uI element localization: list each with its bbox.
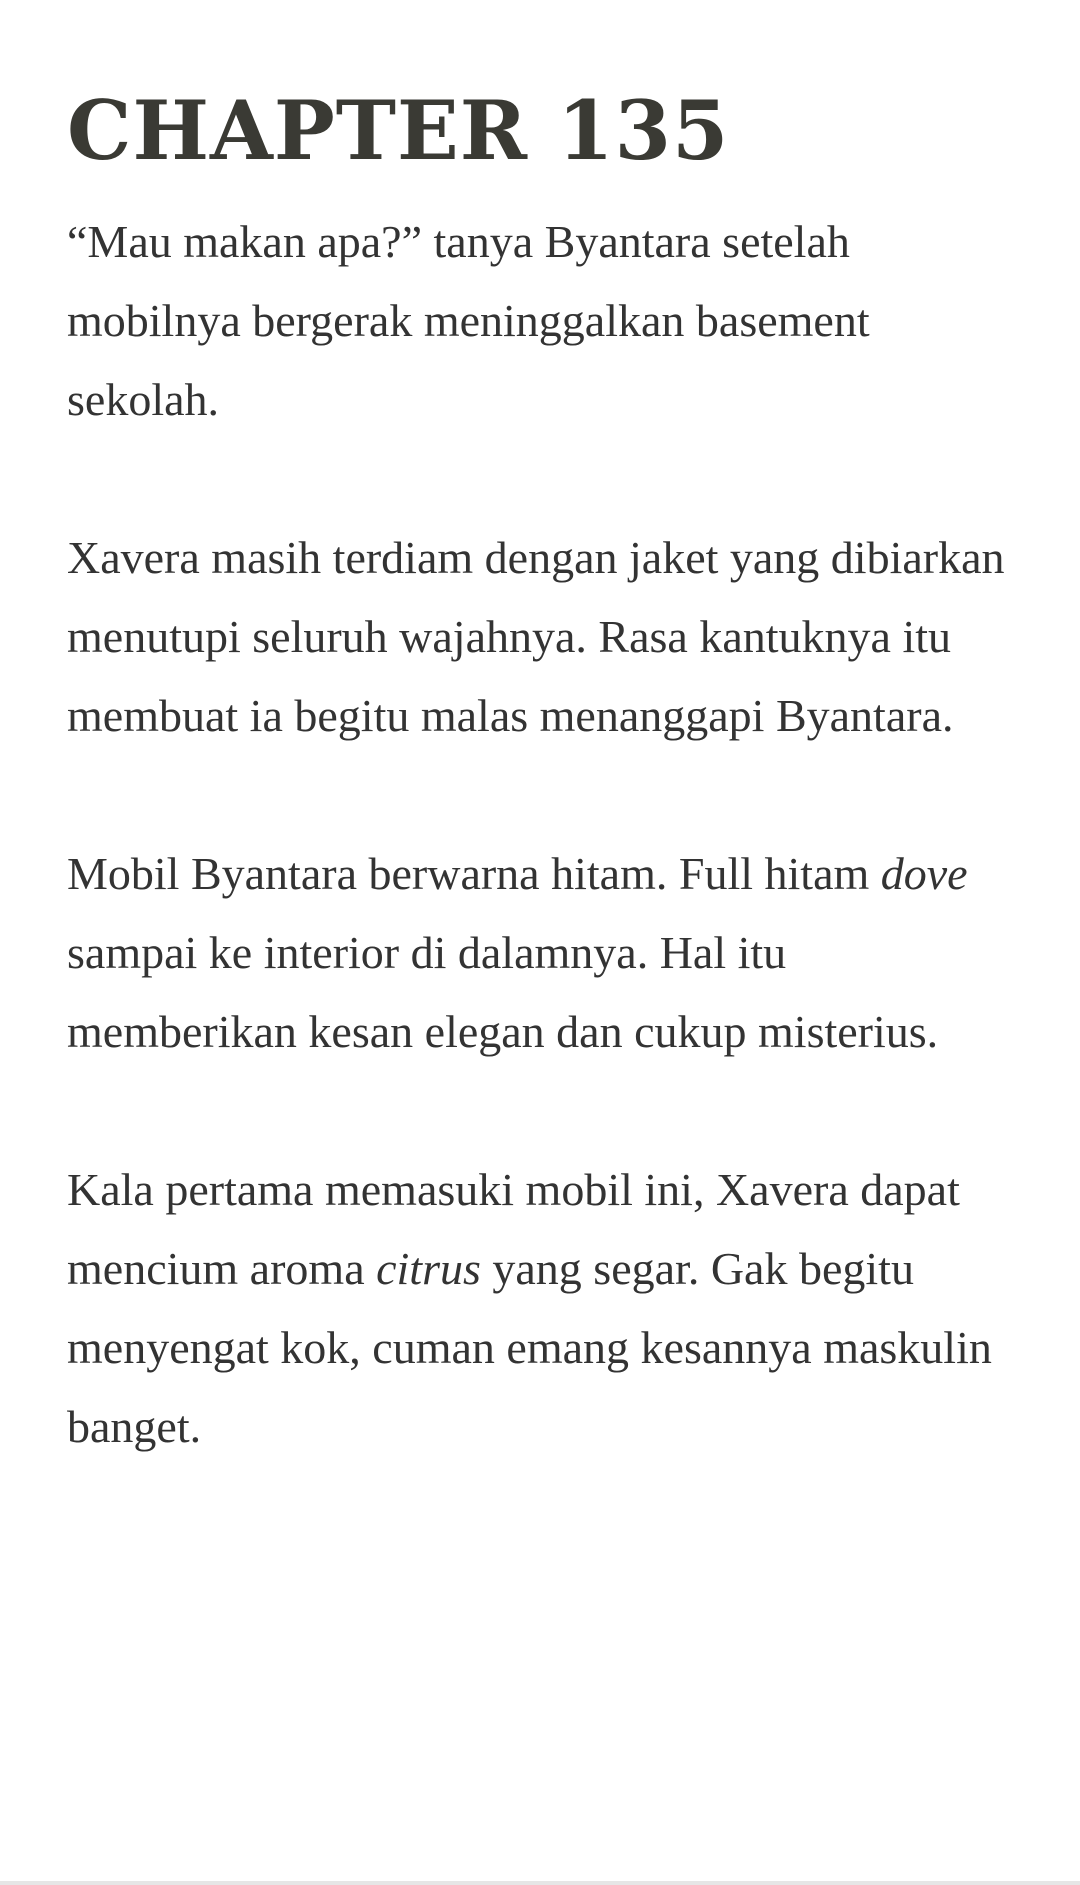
paragraph-text: yang segar. Gak begitu menyengat kok, cuman emang kesannya maskulin banget.	[67, 1243, 992, 1452]
chapter-title: CHAPTER 135	[67, 84, 730, 179]
paragraph-text: Xavera masih terdiam dengan jaket yang dibiarkan menutupi seluruh wajahnya. Rasa kantuknya itu membuat ia begitu malas menanggapi Byantara.	[67, 532, 1005, 741]
italic-term-citrus: citrus	[376, 1243, 481, 1294]
paragraph-text: Mobil Byantara berwarna hitam. Full hitam	[67, 848, 881, 899]
story-paragraph-2	[67, 518, 1027, 755]
story-paragraph-3	[67, 834, 1027, 1071]
paragraph-text: sampai ke interior di dalamnya. Hal itu memberikan kesan elegan dan cukup misterius.	[67, 927, 939, 1057]
chapter-reader	[67, 0, 1027, 1466]
story-paragraph-4	[67, 1150, 1027, 1466]
bottom-divider	[0, 1881, 1080, 1885]
story-paragraph-1	[67, 202, 1027, 439]
paragraph-text: Kala pertama memasuki mobil ini, Xavera dapat mencium aroma	[67, 1164, 960, 1294]
paragraph-text: “Mau makan apa?” tanya Byantara setelah mobilnya bergerak meninggalkan basement sekolah.	[67, 216, 870, 425]
italic-term-dove: dove	[880, 848, 968, 899]
